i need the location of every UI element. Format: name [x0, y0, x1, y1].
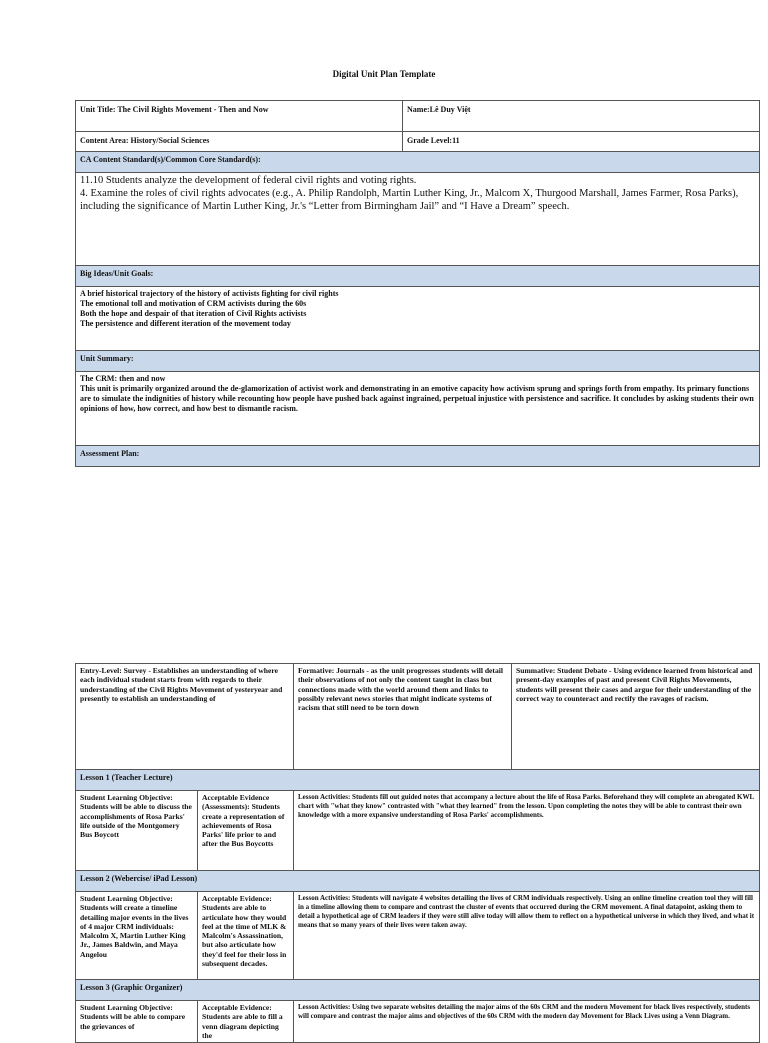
entry-level-assessment: Entry-Level: Survey - Establishes an understanding of where each individual student starts from with regards to their understanding of the Civil Rights Movement of yesteryear and presently to establish an understanding of	[76, 664, 294, 770]
assessment-header: Assessment Plan:	[76, 446, 760, 467]
lesson-1-header: Lesson 1 (Teacher Lecture)	[76, 770, 760, 791]
student-name: Name:Lê Duy Việt	[403, 101, 760, 132]
lesson-1-activities: Lesson Activities: Students fill out guided notes that accompany a lecture about the life of Rosa Parks. Beforehand they will complete an abrogated KWL chart with "what they know" contrasted with "what they learned" from the lesson. Upon completing the notes they will be able to contrast their own knowledge with a more expansive understanding of Rosa Parks' accomplishments.	[294, 791, 760, 871]
lesson-2-objective: Student Learning Objective: Students will create a timeline detailing major events in the lives of 4 major CRM individuals: Malcolm X, Martin Luther King Jr., James Baldwin, and Maya Angelou	[76, 892, 198, 980]
summary-text: This unit is primarily organized around the de-glamorization of activist work and demonstrating in an emotive capacity how activism sprung and springs forth from empathy. Its primary functions are to simulate the indignities of history while recounting how people have pushed back against ingrained, perpetual injustice with persistence and sacrifice. It concludes by asking students their own opinions of how, how correct, and how best to dismantle racism.	[80, 384, 754, 413]
lesson-1-evidence: Acceptable Evidence (Assessments): Students create a representation of achievements of Rosa Parks' life prior to and after the Bus Boycotts	[198, 791, 294, 871]
big-idea-item: Both the hope and despair of that iteration of Civil Rights activists	[80, 309, 307, 318]
summary-header: Unit Summary:	[76, 351, 760, 372]
standards-header: CA Content Standard(s)/Common Core Standard(s):	[76, 152, 760, 173]
lesson-2-evidence: Acceptable Evidence: Students are able to articulate how they would feel at the time of MLK & Malcolm's Assassination, but also articulate how they'd feel for their loss in subsequent decades.	[198, 892, 294, 980]
grade-level: Grade Level:11	[403, 132, 760, 152]
standard-line-2: 4. Examine the roles of civil rights advocates (e.g., A. Philip Randolph, Martin Luther King, Jr., Malcom X, Thurgood Marshall, James Farmer, Rosa Parks), including the significance of Martin Luther King, Jr.'s “Letter from Birmingham Jail” and “I Have a Dream” speech.	[80, 187, 739, 212]
lesson-1-objective: Student Learning Objective: Students will be able to discuss the accomplishments of Rosa Parks' life outside of the Montgomery Bus Boycott	[76, 791, 198, 871]
big-idea-item: The emotional toll and motivation of CRM activists during the 60s	[80, 299, 307, 308]
content-area: Content Area: History/Social Sciences	[76, 132, 403, 152]
summary-line-1: The CRM: then and now	[80, 374, 166, 383]
lesson-3-objective: Student Learning Objective: Students will be able to compare the grievances of	[76, 1001, 198, 1043]
standards-body	[76, 173, 760, 266]
big-ideas-header: Big Ideas/Unit Goals:	[76, 266, 760, 287]
big-idea-item: The persistence and different iteration of the movement today	[80, 319, 291, 328]
lesson-3-activities: Lesson Activities: Using two separate websites detailing the major aims of the 60s CRM and the modern Movement for black lives respectively, students will compare and contrast the major aims and objectives of the 60s CRM with the modern day Movement for Black Lives using a Venn Diagram.	[294, 1001, 760, 1043]
formative-assessment: Formative: Journals - as the unit progresses students will detail their observations of not only the content taught in class but connections made with the world around them and links to possibly relevant news stories that might indicate systems of racism that still need to be torn down	[294, 664, 512, 770]
lesson-plan-table	[75, 663, 760, 1043]
lesson-3-header: Lesson 3 (Graphic Organizer)	[76, 980, 760, 1001]
summative-assessment: Summative: Student Debate - Using evidence learned from historical and present-day examples of past and present Civil Rights Movements, students will present their cases and argue for their understanding of the correct way to counteract and rectify the ravages of racism.	[512, 664, 760, 770]
unit-title: Unit Title: The Civil Rights Movement - Then and Now	[76, 101, 403, 132]
lesson-3-evidence: Acceptable Evidence: Students are able to fill a venn diagram depicting the	[198, 1001, 294, 1043]
unit-info-table	[75, 100, 760, 467]
lesson-2-activities: Lesson Activities: Students will navigate 4 websites detailing the lives of CRM individuals respectively. Using an online timeline creation tool they will fill in a timeline allowing them to compare and contrast the cluster of events that occurred during the CRM movement. A final datapoint, asking them to detail a hypothetical age of CRM leaders if they were still alive today will allow them to reflect on a hypothetical universe in which they lived, and what it means that so many years of their lives were taken away.	[294, 892, 760, 980]
lesson-2-header: Lesson 2 (Webercise/ iPad Lesson)	[76, 871, 760, 892]
document-title: Digital Unit Plan Template	[332, 69, 436, 79]
standard-line-1: 11.10 Students analyze the development of federal civil rights and voting rights.	[80, 175, 417, 186]
summary-body	[76, 372, 760, 446]
big-ideas-body	[76, 287, 760, 351]
big-idea-item: A brief historical trajectory of the history of activists fighting for civil rights	[80, 289, 339, 298]
